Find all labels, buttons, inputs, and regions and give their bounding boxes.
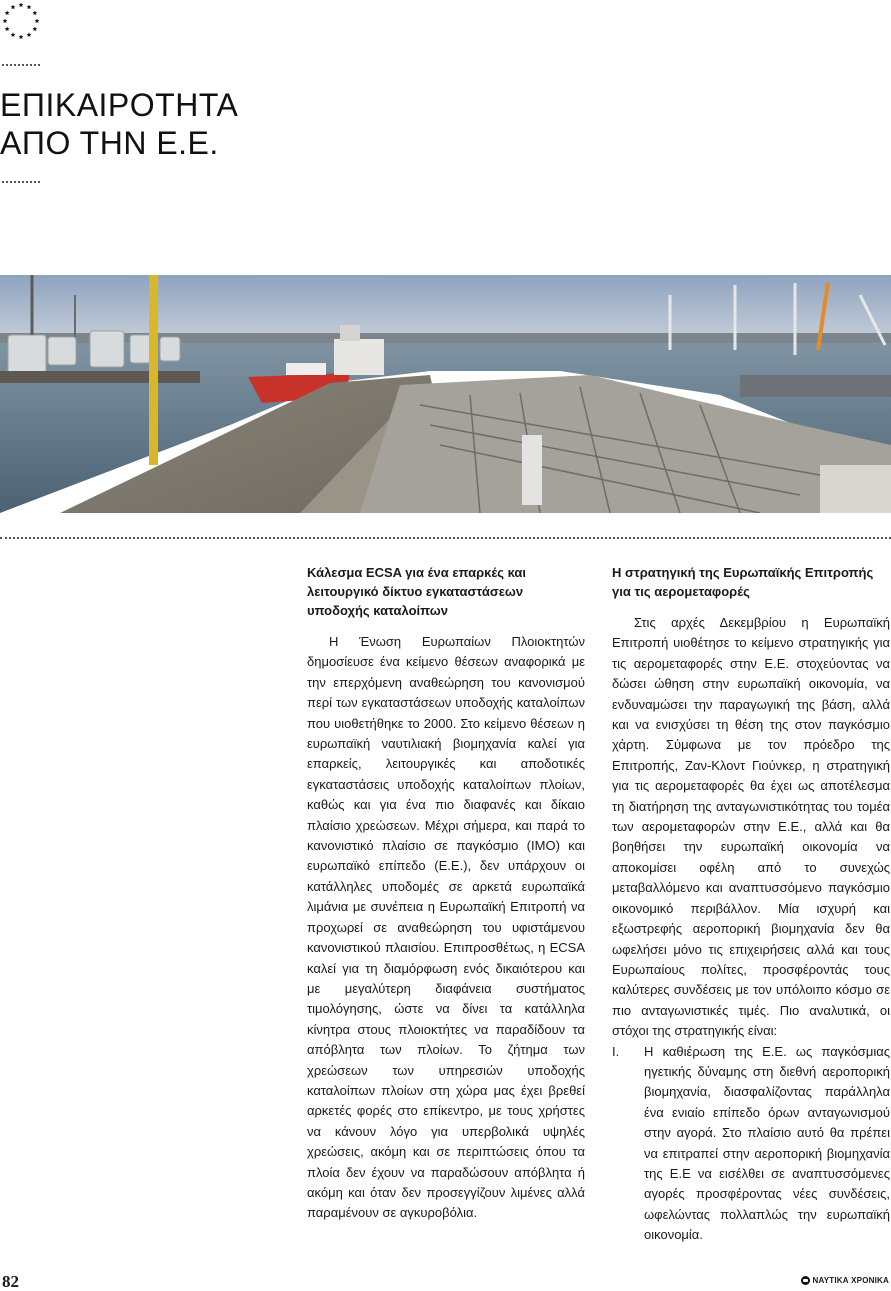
article-ecsa-body: Η Ένωση Ευρωπαίων Πλοιοκτητών δημοσίευσε ένα κείμενο θέσεων αναφορικά με την επερχόμενη αναθεώρηση του κανονισμού περί των εγκαταστάσεων υποδοχής καταλοίπων που υιοθετήθηκε το 2000. Στο κείμενο θέσεων η ευρωπαϊκή ναυτιλιακή βιομηχανία καλεί για επαρκείς, λειτουργικές και αποδοτικές εγκαταστάσεις υποδοχής καταλοίπων πλοίων, καθώς και για ένα πιο διαφανές και δίκαιο πλαίσιο χρεώσεων. Μέχρι σήμερα, και παρά το κανονιστικό πλαίσιο σε παγκόσμιο (IMO) και ευρωπαϊκό επίπεδο (Ε.Ε.), δεν υπάρχουν οι κατάλληλες υποδομές σε αρκετά ευρωπαϊκά λιμάνια με συνέπεια η Ευρωπαϊκή Επιτροπή να προχωρεί σε αναθεώρηση του υφιστάμενου κανονιστικού πλαισίου. Επιπροσθέτως, η ECSA καλεί για τη διαμόρφωση ενός δικαιότερου και με μεγαλύτερη διαφάνεια συστήματος τιμολόγησης, ώστε να δίνει τα κατάλληλα κίνητρα στους πλοιοκτήτες να παραδίδουν τα απόβλητα των πλοίων. Το ζήτημα των χρεώσεων των υπηρεσιών υποδοχής καταλοίπων πλοίων στη χώρα μας έχει βρεθεί αρκετές φορές στο επίκεντρο, με τους χρήστες να κάνουν λόγο για υπερβολικά υψηλές χρεώσεις, ακόμη και σε περιπτώσεις όπου τα πλοία δεν έχουν να παραδώσουν απόβλητα ή ακόμη και όταν δεν προσεγγίζουν λιμένες αλλά παραμένουν σε αγκυροβόλια.	[307, 634, 585, 1221]
section-title	[0, 86, 238, 162]
eu-star-icon	[11, 5, 16, 10]
article-ecsa-heading: Κάλεσμα ECSA για ένα επαρκές και λειτουργικό δίκτυο εγκαταστάσεων υποδοχής καταλοίπων	[307, 565, 527, 618]
eu-star-icon	[5, 26, 10, 31]
publication-label: ΝΑΥΤΙΚΑ ΧΡΟΝΙΚΑ	[812, 1276, 889, 1285]
port-facility-photo	[0, 275, 891, 513]
photo-dotted-divider	[0, 537, 891, 539]
article-aviation-heading: Η στρατηγική της Ευρωπαϊκής Επιτροπής για τις αερομεταφορές	[612, 565, 874, 599]
title-dotted-divider	[2, 181, 40, 183]
list-item-marker: I.	[612, 1043, 620, 1059]
publication-logo-icon	[801, 1276, 810, 1285]
article-aviation-strategy	[612, 563, 890, 1246]
eu-stars-icon	[0, 0, 42, 42]
eu-star-icon	[27, 5, 32, 10]
section-title-line2: ΑΠΟ ΤΗΝ Ε.Ε.	[0, 125, 219, 161]
eu-star-icon	[19, 2, 24, 7]
eu-star-icon	[35, 18, 40, 23]
eu-star-icon	[32, 10, 37, 15]
list-item-text: Η καθιέρωση της Ε.Ε. ως παγκόσμιας ηγετικής δύναμης στη διεθνή αεροπορική βιομηχανία, διασφαλίζοντας παράλληλα ένα ενιαίο επίπεδο όρων ανταγωνισμού στην αγορά. Στο πλαίσιο αυτό θα πρέπει να επιτραπεί στην αεροπορική βιομηχανία της Ε.Ε να εισέλθει σε αναπτυσσόμενες αγορές προσφέροντας νέες συνδέσεις, ωφελώντας πολλαπλώς την ευρωπαϊκή οικονομία.	[644, 1043, 890, 1243]
eu-star-icon	[5, 10, 10, 15]
eu-star-icon	[3, 18, 8, 23]
article-ecsa	[307, 563, 585, 1224]
publication-name	[801, 1276, 890, 1285]
page-number: 82	[2, 1272, 19, 1291]
strategy-goals-list	[612, 1042, 890, 1246]
article-aviation-body: Στις αρχές Δεκεμβρίου η Ευρωπαϊκή Επιτροπή υιοθέτησε το κείμενο στρατηγικής για τις αερομεταφορές στην Ε.Ε. στοχεύοντας να δώσει ώθηση στην ευρωπαϊκή οικονομία, να ενδυναμώσει την παραγωγική της βάση, αλλά και να ενισχύσει τη θέση της στον παγκόσμιο χάρτη. Σύμφωνα με τον πρόεδρο της Επιτροπής, Ζαν-Κλοντ Γιούνκερ, η στρατηγική για τις αερομεταφορές θα έχει ως αποτέλεσμα τη διατήρηση της ανταγωνιστικότητας του τομέα των αερομεταφορών στην Ε.Ε., αλλά και θα βοηθήσει την ευρωπαϊκή οικονομία να αποκομίσει οφέλη από το συνεχώς μεταβαλλόμενο και αναπτυσσόμενο παγκόσμιο οικονομικό περιβάλλον. Μία ισχυρή και εξωστρεφής αεροπορική βιομηχανία δεν θα ωφελήσει μόνο τις επιχειρήσεις αλλά και τους Ευρωπαίους πολίτες, προσφέροντάς τους καλύτερες συνδέσεις με τον υπόλοιπο κόσμο σε πιο ανταγωνιστικές τιμές. Πιο αναλυτικά, οι στόχοι της στρατηγικής είναι:	[612, 615, 890, 1039]
eu-star-icon	[19, 34, 24, 39]
eu-star-icon	[27, 32, 32, 37]
list-item	[612, 1042, 890, 1246]
eu-star-icon	[32, 26, 37, 31]
section-title-line1: ΕΠΙΚΑΙΡΟΤΗΤΑ	[0, 87, 239, 123]
top-dotted-divider	[2, 64, 40, 66]
eu-star-icon	[11, 32, 16, 37]
